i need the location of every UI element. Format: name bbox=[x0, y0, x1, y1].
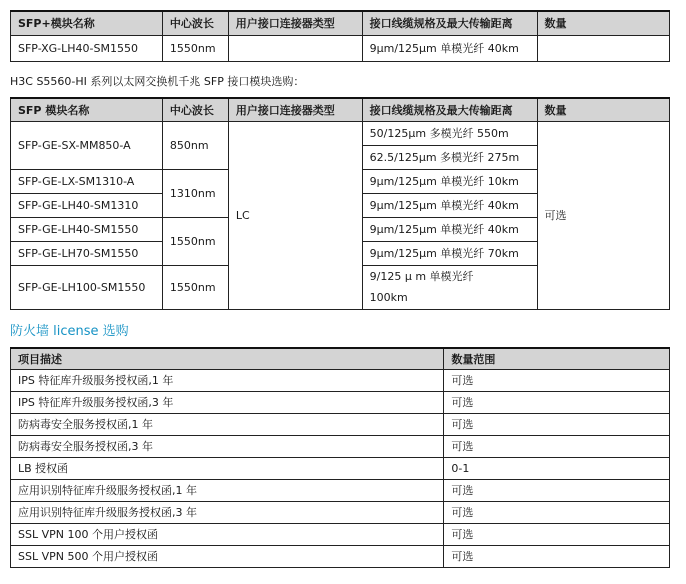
header-description: 项目描述 bbox=[11, 348, 444, 369]
cell-cable: 9µm/125µm 单模光纤 10km bbox=[362, 169, 537, 193]
cell-qty: 可选 bbox=[444, 479, 670, 501]
header-module-name: SFP+模块名称 bbox=[11, 11, 163, 35]
cell-qty bbox=[537, 35, 669, 61]
cell-wavelength: 1310nm bbox=[162, 169, 228, 217]
cell-connector: LC bbox=[228, 121, 362, 309]
cell-qty: 可选 bbox=[537, 121, 669, 309]
sfp-ge-table bbox=[10, 97, 670, 310]
cell-cable: 9µm/125µm 单模光纤 70km bbox=[362, 241, 537, 265]
cell-description: 应用识别特征库升级服务授权函,3 年 bbox=[11, 501, 444, 523]
cell-wavelength: 1550nm bbox=[162, 265, 228, 309]
header-wavelength: 中心波长 bbox=[162, 11, 228, 35]
table-row bbox=[11, 545, 670, 567]
cell-qty: 可选 bbox=[444, 369, 670, 391]
cell-cable-line1: 9/125 µ m 单模光纤 bbox=[362, 265, 537, 287]
table-row bbox=[11, 523, 670, 545]
cell-description: IPS 特征库升级服务授权函,1 年 bbox=[11, 369, 444, 391]
sfp-plus-table bbox=[10, 10, 670, 62]
cell-name: SFP-GE-LH70-SM1550 bbox=[11, 241, 163, 265]
cell-description: 应用识别特征库升级服务授权函,1 年 bbox=[11, 479, 444, 501]
header-cable: 接口线缆规格及最大传输距离 bbox=[362, 11, 537, 35]
table-row bbox=[11, 413, 670, 435]
table-row bbox=[11, 369, 670, 391]
header-module-name: SFP 模块名称 bbox=[11, 98, 163, 121]
cell-cable: 9µm/125µm 单模光纤 40km bbox=[362, 217, 537, 241]
header-qty: 数量 bbox=[537, 11, 669, 35]
cell-description: IPS 特征库升级服务授权函,3 年 bbox=[11, 391, 444, 413]
cell-description: SSL VPN 100 个用户授权函 bbox=[11, 523, 444, 545]
license-table bbox=[10, 347, 670, 568]
cell-cable: 9µm/125µm 单模光纤 40km bbox=[362, 35, 537, 61]
table-row bbox=[11, 121, 670, 145]
cell-cable: 9µm/125µm 单模光纤 40km bbox=[362, 193, 537, 217]
cell-description: 防病毒安全服务授权函,1 年 bbox=[11, 413, 444, 435]
header-qty-range: 数量范围 bbox=[444, 348, 670, 369]
header-connector: 用户接口连接器类型 bbox=[228, 11, 362, 35]
cell-qty: 可选 bbox=[444, 523, 670, 545]
table-row bbox=[11, 479, 670, 501]
table-row bbox=[11, 35, 670, 61]
cell-wavelength: 850nm bbox=[162, 121, 228, 169]
header-qty: 数量 bbox=[537, 98, 669, 121]
cell-qty: 可选 bbox=[444, 545, 670, 567]
cell-wavelength: 1550nm bbox=[162, 217, 228, 265]
header-wavelength: 中心波长 bbox=[162, 98, 228, 121]
section-caption: H3C S5560-HI 系列以太网交换机千兆 SFP 接口模块选购： bbox=[10, 75, 305, 88]
cell-cable-line2: 100km bbox=[362, 287, 537, 309]
cell-description: LB 授权函 bbox=[11, 457, 444, 479]
header-cable: 接口线缆规格及最大传输距离 bbox=[362, 98, 537, 121]
table-row bbox=[11, 501, 670, 523]
header-connector: 用户接口连接器类型 bbox=[228, 98, 362, 121]
cell-name: SFP-XG-LH40-SM1550 bbox=[11, 35, 163, 61]
cell-description: 防病毒安全服务授权函,3 年 bbox=[11, 435, 444, 457]
cell-qty: 可选 bbox=[444, 413, 670, 435]
cell-name: SFP-GE-LH100-SM1550 bbox=[11, 265, 163, 309]
cell-qty: 0-1 bbox=[444, 457, 670, 479]
cell-name: SFP-GE-LH40-SM1550 bbox=[11, 217, 163, 241]
table-row bbox=[11, 435, 670, 457]
cell-name: SFP-GE-SX-MM850-A bbox=[11, 121, 163, 169]
firewall-license-heading: 防火墙 license 选购 bbox=[10, 324, 129, 339]
cell-cable: 62.5/125µm 多模光纤 275m bbox=[362, 145, 537, 169]
cell-qty: 可选 bbox=[444, 435, 670, 457]
cell-name: SFP-GE-LX-SM1310-A bbox=[11, 169, 163, 193]
cell-name: SFP-GE-LH40-SM1310 bbox=[11, 193, 163, 217]
cell-cable: 50/125µm 多模光纤 550m bbox=[362, 121, 537, 145]
cell-description: SSL VPN 500 个用户授权函 bbox=[11, 545, 444, 567]
table-row bbox=[11, 391, 670, 413]
cell-wavelength: 1550nm bbox=[162, 35, 228, 61]
cell-connector bbox=[228, 35, 362, 61]
cell-qty: 可选 bbox=[444, 501, 670, 523]
cell-qty: 可选 bbox=[444, 391, 670, 413]
table-row bbox=[11, 457, 670, 479]
